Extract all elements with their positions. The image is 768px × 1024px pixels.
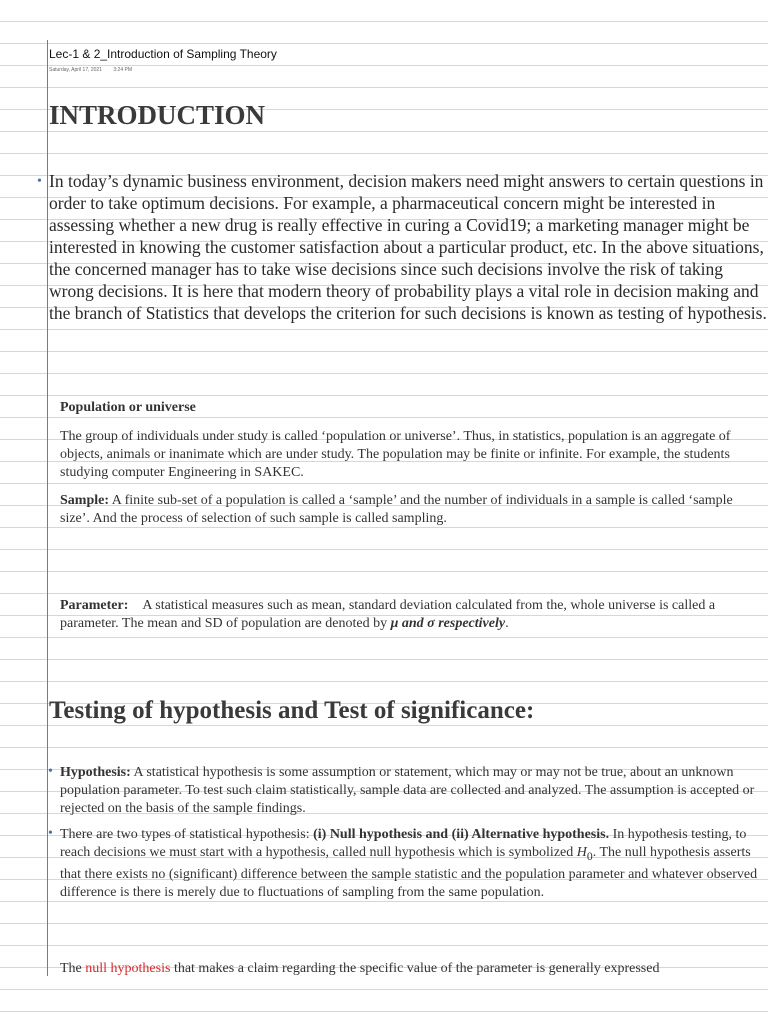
sample-text: A finite sub-set of a population is called a ‘sample’ and the number of individuals in a sample is called ‘sample size’. And the process of selection of such sample is called sampling.	[60, 493, 733, 526]
page-date-value: Saturday, April 17, 2021	[49, 67, 102, 73]
testing-heading: Testing of hypothesis and Test of significance:	[49, 697, 535, 724]
null-paragraph	[60, 960, 766, 978]
parameter-text: A statistical measures such as mean, standard deviation calculated from the, whole universe is called a parameter. The mean and SD of population are denoted by	[60, 598, 716, 631]
parameter-math: μ and σ respectively	[390, 616, 506, 631]
types-paragraph	[60, 826, 760, 902]
parameter-end: .	[505, 616, 509, 631]
intro-paragraph: In today’s dynamic business environment, decision makers need might answers to certain questions in order to take optimum decisions. For example, a pharmaceutical concern might be interested in assessing whether a new drug is really effective in curing a Covid19; a marketing manager might be interested in knowing the customer satisfaction about a particular product, etc. In the above situations, the concerned manager has to take wise decisions since such decisions involve the risk of taking wrong decisions. It is here that modern theory of probability plays a vital role in decision making and the branch of Statistics that develops the criterion for such decisions is known as testing of hypothesis.	[49, 171, 767, 323]
intro-heading: INTRODUCTION	[49, 100, 266, 130]
null-hypothesis-term: null hypothesis	[85, 961, 171, 976]
population-heading: Population or universe	[60, 400, 196, 415]
types-text-2: In hypothesis testing, to reach decisions we must start with a hypothesis, called null hypothesis which is symbolized	[60, 827, 747, 860]
bullet-icon: •	[48, 764, 53, 779]
null-text-2: that makes a claim regarding the specific value of the parameter is generally expressed	[170, 961, 660, 976]
population-text: The group of individuals under study is called ‘population or universe’. Thus, in statistics, population is an aggregate of objects, animals or inanimate which are under study. The population may be finite or infinite. For example, the students studying computer Engineering in SAKEC.	[60, 429, 731, 480]
sample-label: Sample:	[60, 493, 109, 508]
bullet-icon: •	[48, 826, 53, 841]
types-symbol: H	[576, 845, 587, 860]
types-text-3: . The null hypothesis asserts that there exists no (significant) difference between the sample statistic and the population parameter and whatever observed difference is there is merely due to fluctuations of sampling from the same population.	[60, 845, 758, 900]
page-title: Lec-1 & 2_Introduction of Sampling Theory	[49, 47, 277, 61]
hypothesis-text: A statistical hypothesis is some assumption or statement, which may or may not be true, about an unknown population parameter. To test such claim statistically, sample data are collected and analyzed. The assumption is accepted or rejected on the basis of the sample findings.	[60, 765, 755, 816]
types-sub: 0	[586, 849, 593, 863]
types-text-1: There are two types of statistical hypothesis:	[60, 827, 314, 842]
types-bold: (i) Null hypothesis and (ii) Alternative hypothesis.	[313, 827, 610, 842]
hypothesis-paragraph	[60, 764, 760, 818]
sample-paragraph	[60, 492, 760, 528]
null-text-1: The	[60, 961, 86, 976]
parameter-label: Parameter:	[60, 598, 129, 613]
page-date	[49, 67, 142, 73]
hypothesis-label: Hypothesis:	[60, 765, 131, 780]
parameter-paragraph	[60, 597, 760, 633]
bullet-icon: •	[37, 174, 42, 189]
page-time-value: 3:24 PM	[113, 67, 133, 73]
